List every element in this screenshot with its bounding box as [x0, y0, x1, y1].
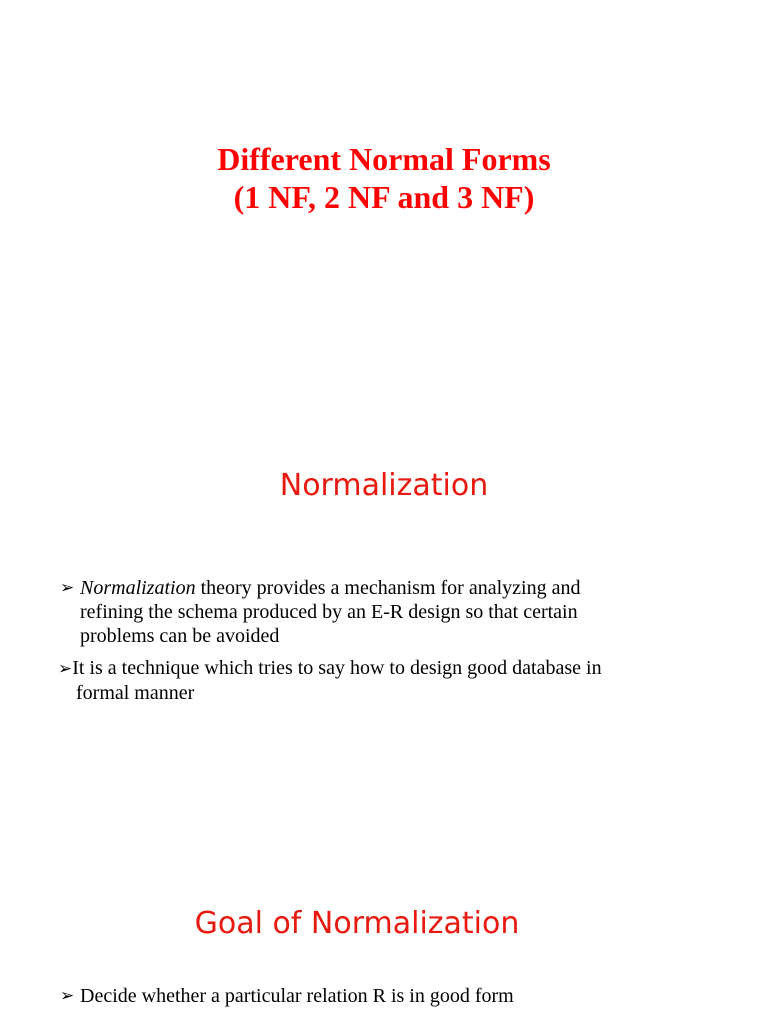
goal-heading: Goal of Normalization — [194, 906, 520, 941]
bullet-item-decide — [60, 984, 514, 1008]
normalization-slide — [0, 340, 768, 888]
slide-title-line-1: Different Normal Forms — [217, 141, 551, 177]
bullet-arrow-icon: ➢ — [58, 659, 73, 678]
bullet-line-2: formal manner — [76, 682, 195, 704]
bullet-text — [60, 576, 580, 648]
bullet-arrow-icon: ➢ — [60, 578, 75, 597]
bullet-arrow-icon: ➢ — [60, 986, 75, 1005]
bullet-item-technique — [58, 656, 602, 705]
goal-slide — [0, 888, 768, 1024]
normalization-heading: Normalization — [279, 468, 489, 503]
italic-term: Normalization — [80, 577, 196, 599]
bullet-line-2: refining the schema produced by an E-R design so that certain — [80, 601, 578, 623]
bullet-text: Decide whether a particular relation R is in good form — [80, 985, 514, 1007]
bullet-line-1-text: It is a technique which tries to say how to design good database in — [72, 657, 602, 679]
title-slide — [0, 0, 768, 340]
bullet-line-3: problems can be avoided — [80, 625, 280, 647]
bullet-line-1 — [58, 656, 602, 681]
bullet-line-1-rest: theory provides a mechanism for analyzing and — [195, 577, 581, 599]
slide-title — [0, 140, 768, 216]
slide-title-line-2: (1 NF, 2 NF and 3 NF) — [233, 179, 535, 215]
bullet-line-1 — [80, 576, 580, 600]
bullet-item-theory — [60, 576, 580, 648]
